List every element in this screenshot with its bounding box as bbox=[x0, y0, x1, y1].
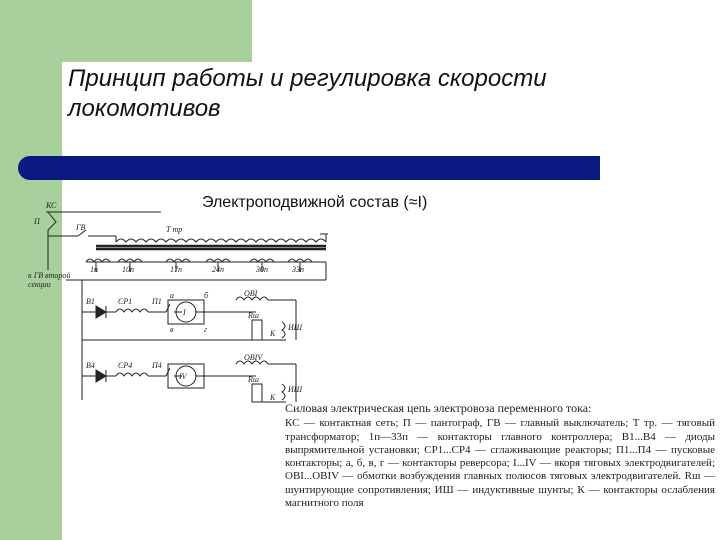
label-ob4: OBIV bbox=[244, 353, 263, 362]
label-ish-4: ИШ bbox=[288, 385, 303, 394]
label-p1: П1 bbox=[152, 297, 162, 306]
label-b: б bbox=[204, 291, 209, 300]
label-motor-1: I bbox=[183, 308, 186, 317]
label-p: П bbox=[34, 217, 40, 226]
label-tap-30: 30п bbox=[256, 265, 268, 274]
label-tap-24: 24п bbox=[212, 265, 224, 274]
label-rsh-4: Rш bbox=[248, 375, 259, 384]
label-tap-1: 1п bbox=[90, 265, 98, 274]
label-to-gv-2: к ГВ второй bbox=[28, 271, 71, 280]
label-ish-1: ИШ bbox=[288, 323, 303, 332]
label-k-4: К bbox=[270, 393, 276, 402]
label-v: в bbox=[170, 325, 174, 334]
label-tap-33: 33п bbox=[292, 265, 304, 274]
label-b4: В4 bbox=[86, 361, 95, 370]
label-k-1: К bbox=[270, 329, 276, 338]
caption-body: КС — контактная сеть; П — пантограф, ГВ — главный выключатель; Т тр. — тяговый трансформатор; 1п—33п — контакторы главного контроллера; В1...В4 — диоды выпрямительной установки; СР1...СР4 — сглаживающие реакторы; П1...П4 — пусковые контакторы; а, б, в, г — контакторы реверсора; I...IV — якоря тяговых электродвигателей; ОВI...ОВIV — обмотки возбуждения главных полюсов тяговых электродвигателей. Rш — шунтирующие сопротивления; ИШ — индуктивные шунты; К — контакторы ослабления магнитного поля bbox=[285, 417, 715, 510]
label-gv: ГВ bbox=[76, 223, 86, 232]
label-ttr: Т тр bbox=[166, 225, 183, 234]
label-cp4: СР4 bbox=[118, 361, 133, 370]
label-to-gv-2b: секции bbox=[28, 280, 51, 289]
label-cp1: СР1 bbox=[118, 297, 133, 306]
label-tap-17: 17п bbox=[170, 265, 182, 274]
circuit-diagram bbox=[26, 200, 328, 412]
slide-subtitle: Электроподвижной состав (≈I) bbox=[202, 194, 428, 211]
label-a: а bbox=[170, 291, 174, 300]
label-p4: П4 bbox=[152, 361, 162, 370]
label-kc: КС bbox=[46, 201, 57, 210]
label-g: г bbox=[204, 325, 208, 334]
label-b1: В1 bbox=[86, 297, 95, 306]
title-rule-bar bbox=[18, 156, 600, 180]
label-ob1: OBI bbox=[244, 289, 258, 298]
label-motor-4: IV bbox=[179, 372, 187, 381]
diagram-caption bbox=[285, 402, 715, 510]
circuit-diagram-svg bbox=[26, 200, 328, 412]
caption-title: Силовая электрическая цепь электровоза переменного тока: bbox=[285, 401, 592, 415]
label-tap-10: 10п bbox=[122, 265, 134, 274]
slide-title: Принцип работы и регулировка скорости локомотивов bbox=[68, 65, 547, 122]
label-rsh-1: Rш bbox=[248, 311, 259, 320]
